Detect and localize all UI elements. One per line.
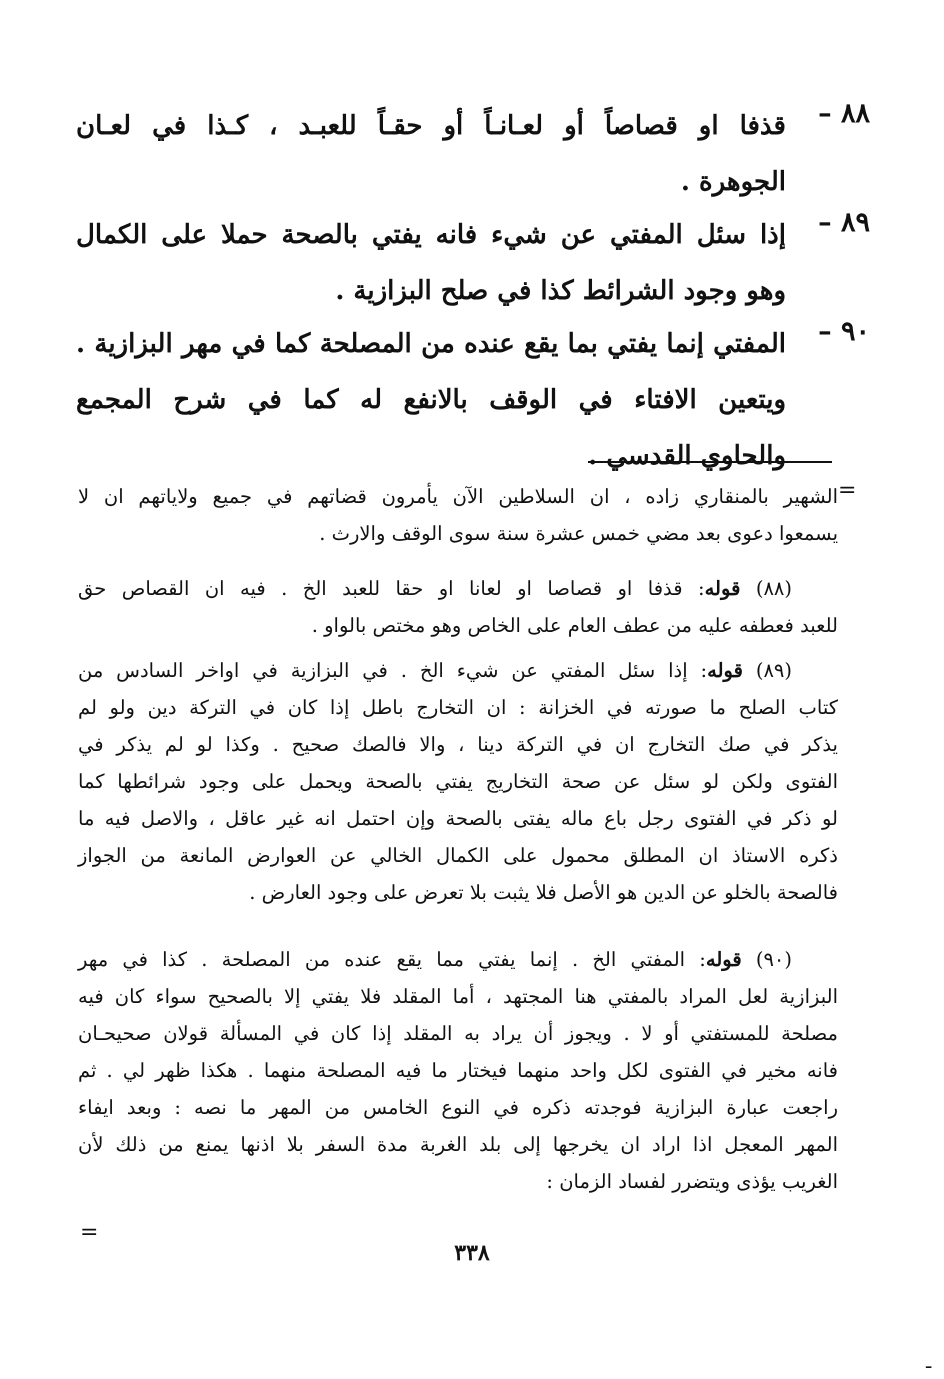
item-line: الجوهرة . [680, 167, 786, 197]
footnote-line: راجعت عبارة البزازية فوجدته ذكره في النوع الخامس من المهر ما نصه : وبعد ايفاء [78, 1096, 838, 1119]
item-number: ٩٠ – [818, 316, 870, 347]
note-keyword: قوله [705, 948, 742, 971]
note-89 [78, 652, 838, 911]
item-number: ٨٨ – [818, 98, 870, 129]
note-first-line [78, 941, 838, 978]
footnote-line: الغريب يؤذى ويتضرر لفساد الزمان : [546, 1170, 838, 1193]
footnote-line: ذكره الاستاذ ان المطلق محمول على الكمال الخالي عن العوارض المانعة من الجواز [78, 844, 838, 867]
footnote-line: يذكر في صك التخارج ان في التركة دينا ، والا فالصك صحيح . وكذا لو لم يذكر في [78, 733, 838, 756]
footnote-line: المهر المعجل اذا اراد ان يخرجها إلى بلد الغربة مدة السفر بلا اذنها يمنع من ذلك لأن [78, 1133, 838, 1156]
item-line: ويتعين الافتاء في الوقف بالانفع له كما في شرح المجمع [76, 385, 786, 415]
item-line: والحاوي القدسي . [588, 441, 786, 471]
corner-mark: ـ [926, 1352, 932, 1373]
footnote-line: لو ذكر في الفتوى رجل باع ماله يفتى بالصحة وإن احتمل انه غير عاقل ، والاصل فيه ما [78, 807, 838, 830]
footnote-line: يسمعوا دعوى بعد مضي خمس عشرة سنة سوى الوقف والارث . [319, 522, 838, 545]
item-line: إذا سئل المفتي عن شيء فانه يفتي بالصحة حملا على الكمال [76, 220, 786, 250]
note-90 [78, 941, 838, 1200]
note-first-line [78, 652, 838, 689]
continuation-marker: = [838, 478, 857, 503]
note-text: : قذفا او قصاصا او لعانا او حقا للعبد الخ . فيه ان القصاص حق [78, 577, 705, 600]
note-ref: (٨٩) [755, 659, 793, 682]
note-ref: (٩٠) [755, 948, 793, 971]
note-keyword: قوله [704, 577, 741, 600]
item-88 [76, 98, 870, 210]
note-88 [78, 570, 838, 644]
footnote-line: البزازية لعل المراد بالمفتي هنا المجتهد ، أما المقلد فلا يفتي إلا بالصحيح سواء كان فيه [78, 985, 838, 1008]
item-line: وهو وجود الشرائط كذا في صلح البزازية . [335, 276, 786, 306]
item-number: ٨٩ – [818, 207, 870, 238]
continuation-marker-bottom: = [80, 1220, 99, 1245]
note-keyword: قوله [707, 659, 743, 682]
item-line: المفتي إنما يفتي بما يقع عنده من المصلحة كما في مهر البزازية . [76, 329, 786, 359]
footnote-line: فالصحة بالخلو عن الدين هو الأصل فلا يثبت بلا تعرض على وجود العارض . [249, 881, 838, 904]
page-number: ٣٣٨ [454, 1240, 490, 1266]
footnote-line: الفتوى ولكن لو سئل عن صحة التخاريج يفتي بالصحة ويحمل على وجود شرائطها كما [78, 770, 838, 793]
footnote-line: للعبد فعطفه عليه من عطف العام على الخاص وهو مختص بالواو . [311, 614, 838, 637]
item-89 [76, 207, 870, 319]
note-text: : إذا سئل المفتي عن شيء الخ . في البزازية في اواخر السادس من [78, 659, 708, 682]
footnote-line: فانه مخير في الفتوى لكل واحد منهما فيختار ما فيه المصلحة منهما . هكذا ظهر لي . ثم [78, 1059, 838, 1082]
footnote-continuation [78, 478, 838, 552]
footnote-line: الشهير بالمنقاري زاده ، ان السلاطين الآن يأمرون قضاتهم في جميع ولاياتهم ان لا [78, 485, 838, 508]
item-90 [76, 316, 870, 484]
footnote-line: مصلحة للمستفتي أو لا . ويجوز أن يراد به المقلد إذا كان في المسألة قولان صحيحـان [78, 1022, 838, 1045]
item-line: قذفا او قصاصاً أو لعـانـاً أو حقـاً للعبـد ، كـذا في لعـان [76, 111, 786, 141]
note-first-line [78, 570, 838, 607]
footnote-line: كتاب الصلح ما صورته في الخزانة : ان التخارج باطل إذا كان في التركة دين ولو لم [78, 696, 838, 719]
note-ref: (٨٨) [755, 577, 792, 600]
note-text: : المفتي الخ . إنما يفتي مما يقع عنده من المصلحة . كذا في مهر [78, 948, 706, 971]
footnote-divider [588, 461, 832, 463]
